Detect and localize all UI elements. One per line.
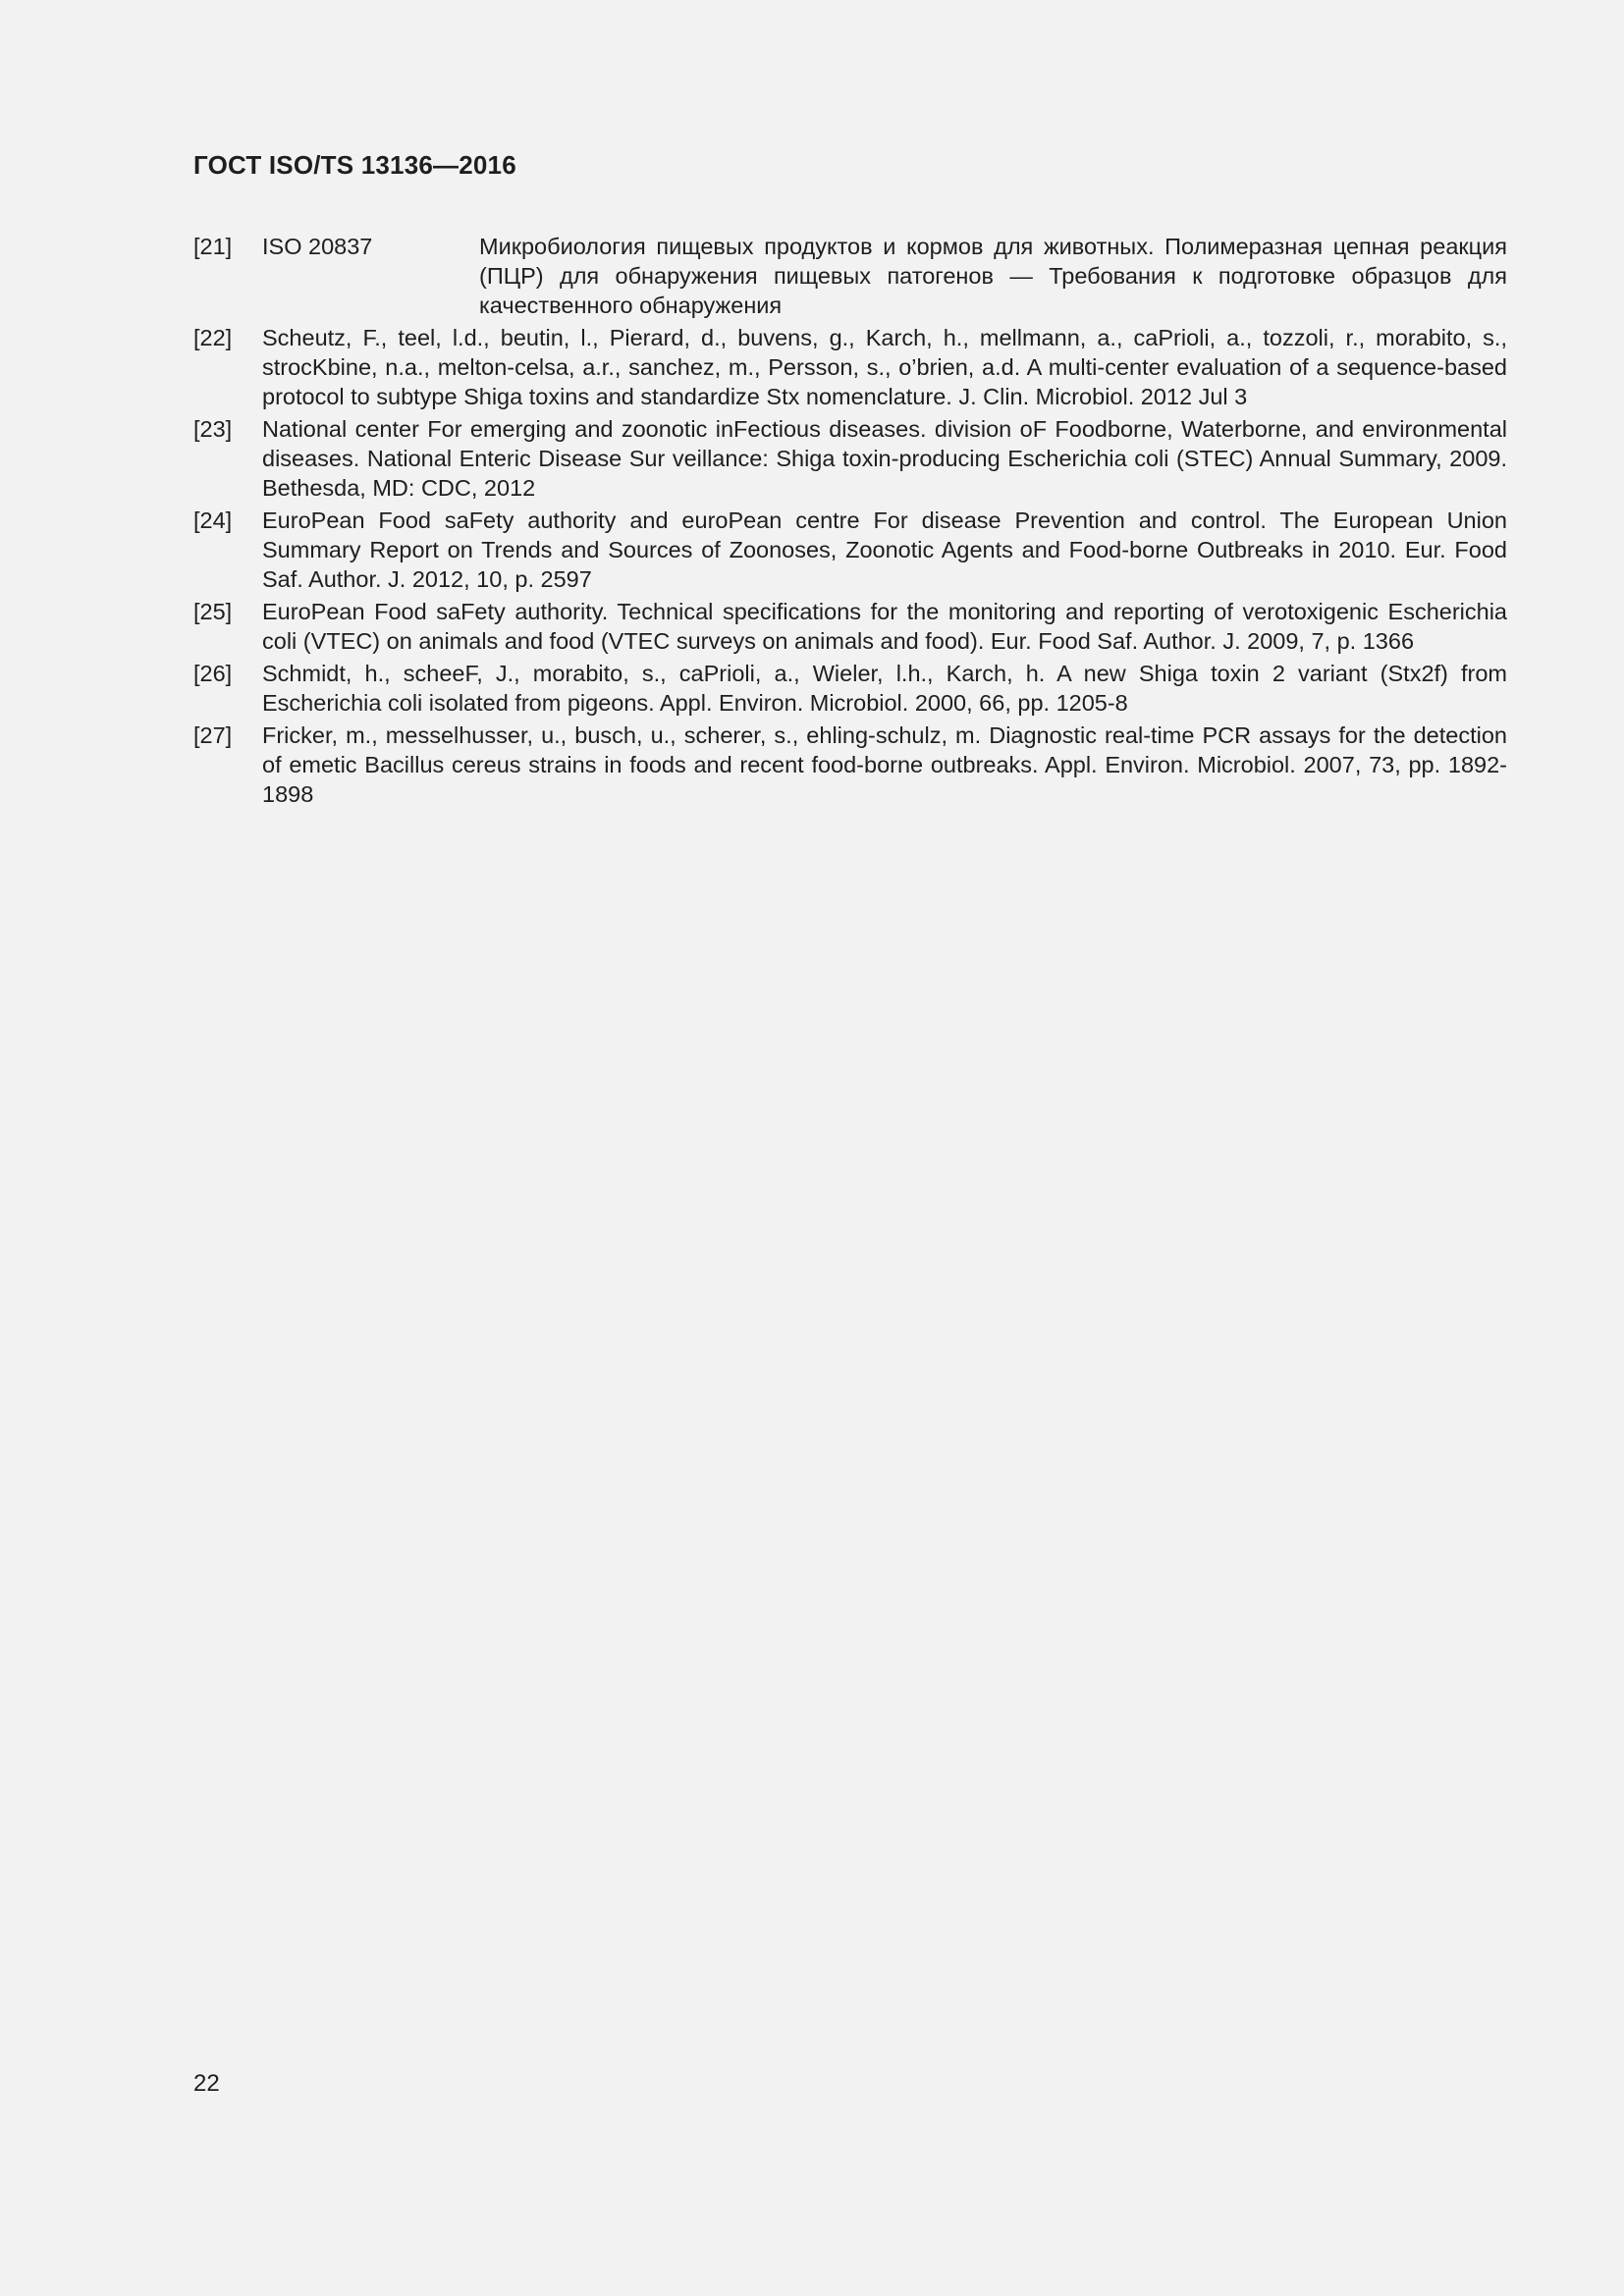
reference-text: Schmidt, h., scheeF, J., morabito, s., caPrioli, a., Wieler, l.h., Karch, h. A new Shiga toxin 2 variant (Stx2f) from Escherichia coli isolated from pigeons. Appl. Environ. Microbiol. 2000, 66, pp. 1205-8	[262, 661, 1507, 716]
reference-number: [22]	[193, 325, 233, 350]
reference-number: [24]	[193, 507, 233, 533]
reference-text: EuroPean Food saFety authority and euroPean centre For disease Prevention and control. The European Union Summary Report on Trends and Sources of Zoonoses, Zoonotic Agents and Food-borne Outbreaks in 2010. Eur. Food Saf. Author. J. 2012, 10, p. 2597	[262, 507, 1507, 592]
reference-item-23	[193, 414, 1507, 503]
reference-item-22	[193, 323, 1507, 411]
reference-item-24	[193, 506, 1507, 594]
reference-item-21	[193, 232, 1507, 320]
document-code-header: ГОСТ ISO/TS 13136—2016	[193, 150, 516, 180]
reference-item-27	[193, 721, 1507, 809]
reference-standard-code: ISO 20837	[262, 234, 373, 259]
reference-number: [21]	[193, 234, 233, 259]
reference-number: [25]	[193, 599, 233, 624]
reference-item-26	[193, 659, 1507, 718]
reference-number: [23]	[193, 416, 233, 442]
reference-text: EuroPean Food saFety authority. Technical specifications for the monitoring and reporting of verotoxigenic Escherichia coli (VTEC) on animals and food (VTEC surveys on animals and food). Eur. Food Saf. Author. J. 2009, 7, p. 1366	[262, 599, 1507, 654]
reference-number: [27]	[193, 722, 233, 748]
page-number: 22	[193, 2070, 220, 2097]
reference-text: Fricker, m., messelhusser, u., busch, u., scherer, s., ehling-schulz, m. Diagnostic real-time PCR assays for the detection of emetic Bacillus cereus strains in foods and recent food-borne outbreaks. Appl. Environ. Microbiol. 2007, 73, pp. 1892-1898	[262, 722, 1507, 807]
bibliography-list	[193, 232, 1507, 812]
reference-number: [26]	[193, 661, 233, 686]
reference-text: Scheutz, F., teel, l.d., beutin, l., Pierard, d., buvens, g., Karch, h., mellmann, a., caPrioli, a., tozzoli, r., morabito, s., strocKbine, n.a., melton-celsa, a.r., sanchez, m., Persson, s., o’brien, a.d. A multi-center evaluation of a sequence-based protocol to subtype Shiga toxins and standardize Stx nomenclature. J. Clin. Microbiol. 2012 Jul 3	[262, 325, 1507, 409]
reference-text: Микробиология пищевых продуктов и кормов для животных. Полимеразная цепная реакция (ПЦР) для обнаружения пищевых патогенов — Требования к подготовке образцов для качественного обнаружения	[479, 234, 1507, 318]
reference-item-25	[193, 597, 1507, 656]
reference-text: National center For emerging and zoonotic inFectious diseases. division oF Foodborne, Waterborne, and environmental diseases. National Enteric Disease Sur veillance: Shiga toxin-producing Escherichia coli (STEC) Annual Summary, 2009. Bethesda, MD: CDC, 2012	[262, 416, 1507, 501]
